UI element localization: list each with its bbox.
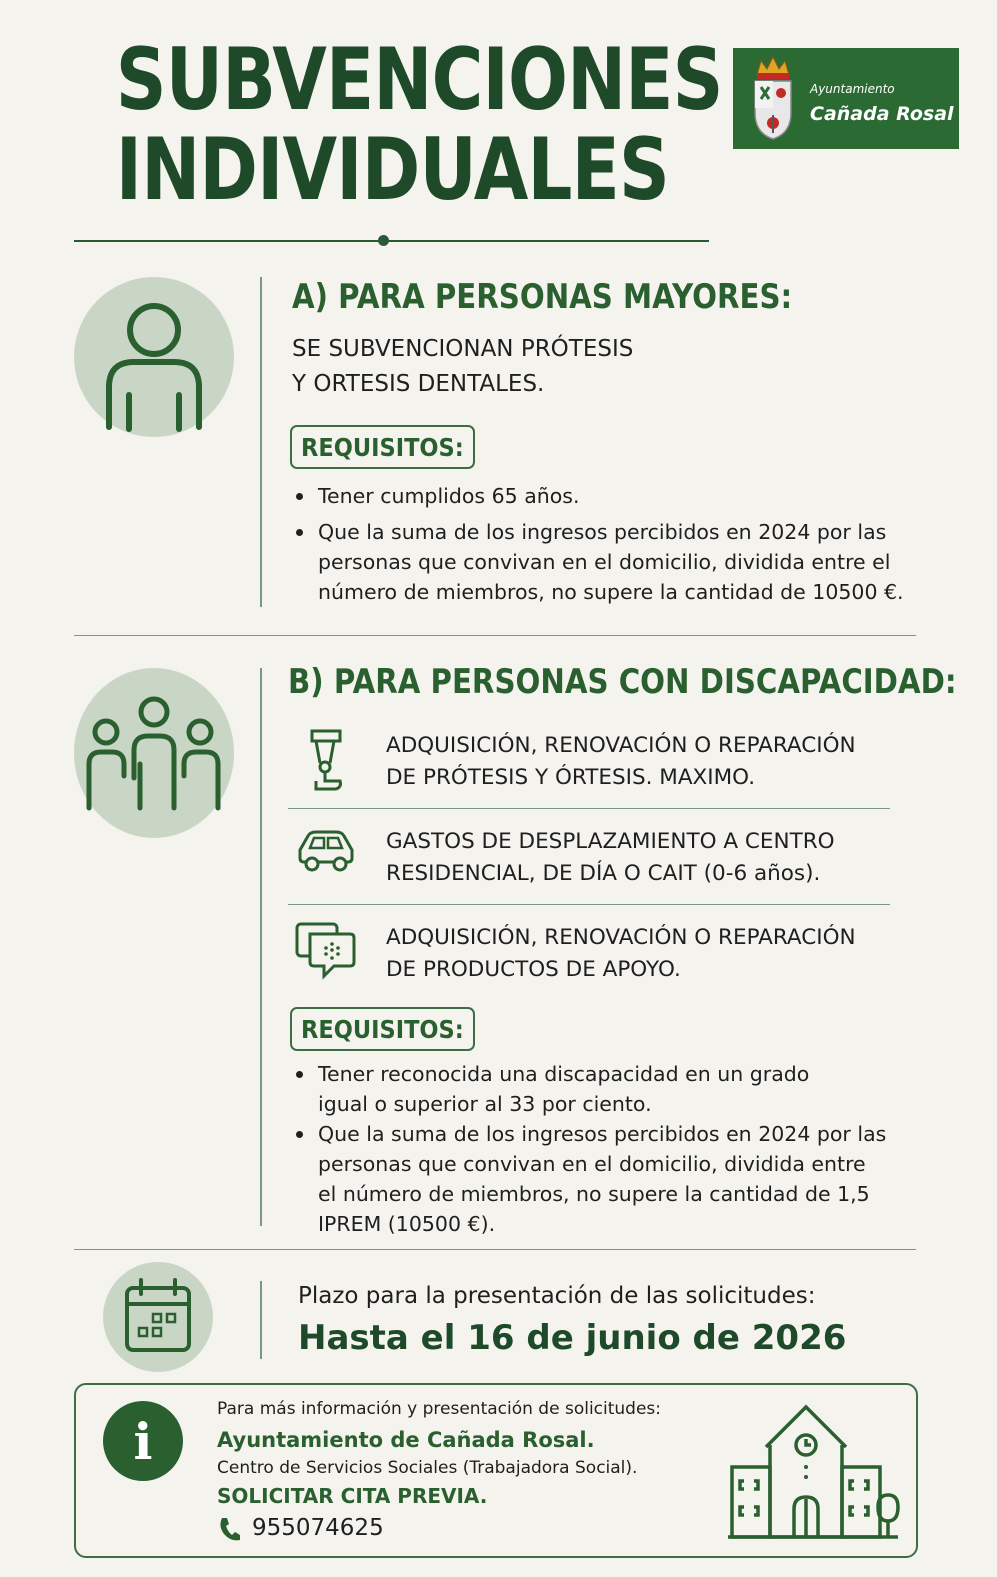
list-item: Que la suma de los ingresos percibidos en 2024 por las personas que convivan en el domicilio, dividida entre el número de miembros, no supere la cantidad de 1,5 IPREM (10500 €).: [290, 1119, 890, 1239]
elderly-icon-circle: [74, 277, 234, 437]
person-icon: [74, 277, 234, 437]
municipality-logo: [733, 48, 959, 149]
section-b-vline: [260, 668, 262, 1226]
town-hall-icon: [726, 1399, 906, 1544]
info-org: Ayuntamiento de Cañada Rosal.: [217, 1428, 595, 1452]
info-intro: Para más información y presentación de solicitudes:: [217, 1399, 662, 1419]
page-title: [60, 30, 723, 220]
calendar-icon: [103, 1262, 213, 1372]
benefit-item-2-line1: GASTOS DE DESPLAZAMIENTO A CENTRO: [386, 829, 835, 854]
info-center: Centro de Servicios Sociales (Trabajadora Social).: [217, 1458, 638, 1478]
item-divider-1: [288, 808, 890, 809]
page-title-line1: SUBVENCIONES: [115, 30, 723, 130]
benefit-item-1-line2: DE PRÓTESIS Y ÓRTESIS. MAXIMO.: [386, 765, 756, 790]
section-a-heading: A) PARA PERSONAS MAYORES:: [292, 277, 793, 317]
prosthetic-leg-icon: [302, 727, 350, 791]
section-b-heading: B) PARA PERSONAS CON DISCAPACIDAD:: [288, 662, 957, 702]
section-a-subtitle-line1: SE SUBVENCIONAN PRÓTESIS: [292, 336, 634, 362]
logo-label-small: Ayuntamiento: [810, 82, 895, 96]
section-divider-1: [74, 635, 916, 636]
list-item: Tener cumplidos 65 años.: [290, 481, 915, 511]
logo-label-large: Cañada Rosal: [810, 103, 954, 125]
support-products-icon: [294, 920, 358, 980]
benefit-item-3-line1: ADQUISICIÓN, RENOVACIÓN O REPARACIÓN: [386, 925, 856, 950]
benefit-item-1-line1: ADQUISICIÓN, RENOVACIÓN O REPARACIÓN: [386, 733, 856, 758]
section-a-requirements-label: [290, 425, 475, 469]
deadline-vline: [260, 1281, 262, 1359]
info-box: [74, 1383, 918, 1558]
item-divider-2: [288, 904, 890, 905]
deadline-label: Plazo para la presentación de las solicitudes:: [298, 1283, 816, 1309]
section-b-requirements-list: [290, 1059, 890, 1239]
info-appointment: SOLICITAR CITA PREVIA.: [217, 1484, 488, 1508]
title-divider: [74, 240, 709, 242]
group-icon-circle: [74, 668, 234, 838]
page-title-line2: INDIVIDUALES: [115, 120, 669, 220]
section-divider-2: [74, 1249, 916, 1250]
info-icon: i: [103, 1401, 183, 1481]
list-item: Tener reconocida una discapacidad en un grado igual o superior al 33 por ciento.: [290, 1059, 890, 1119]
section-a-requirements-text: REQUISITOS:: [301, 432, 464, 462]
info-phone[interactable]: 955074625: [252, 1515, 384, 1541]
section-a-subtitle-line2: Y ORTESIS DENTALES.: [292, 371, 545, 397]
section-a-requirements-list: [290, 481, 915, 607]
section-a-vline: [260, 277, 262, 607]
section-b-requirements-label: [290, 1007, 475, 1051]
title-divider-dot: [378, 235, 389, 246]
coat-of-arms-icon: [743, 53, 803, 143]
section-b-requirements-text: REQUISITOS:: [301, 1014, 464, 1044]
benefit-item-3-line2: DE PRODUCTOS DE APOYO.: [386, 957, 681, 982]
group-people-icon: [74, 668, 234, 838]
car-icon: [294, 828, 358, 874]
phone-icon: [217, 1516, 241, 1542]
deadline-date: Hasta el 16 de junio de 2026: [298, 1318, 847, 1358]
list-item: Que la suma de los ingresos percibidos en 2024 por las personas que convivan en el domicilio, dividida entre el número de miembros, no supere la cantidad de 10500 €.: [290, 517, 915, 607]
benefit-item-2-line2: RESIDENCIAL, DE DÍA O CAIT (0-6 años).: [386, 861, 821, 886]
calendar-icon-circle: [103, 1262, 213, 1372]
